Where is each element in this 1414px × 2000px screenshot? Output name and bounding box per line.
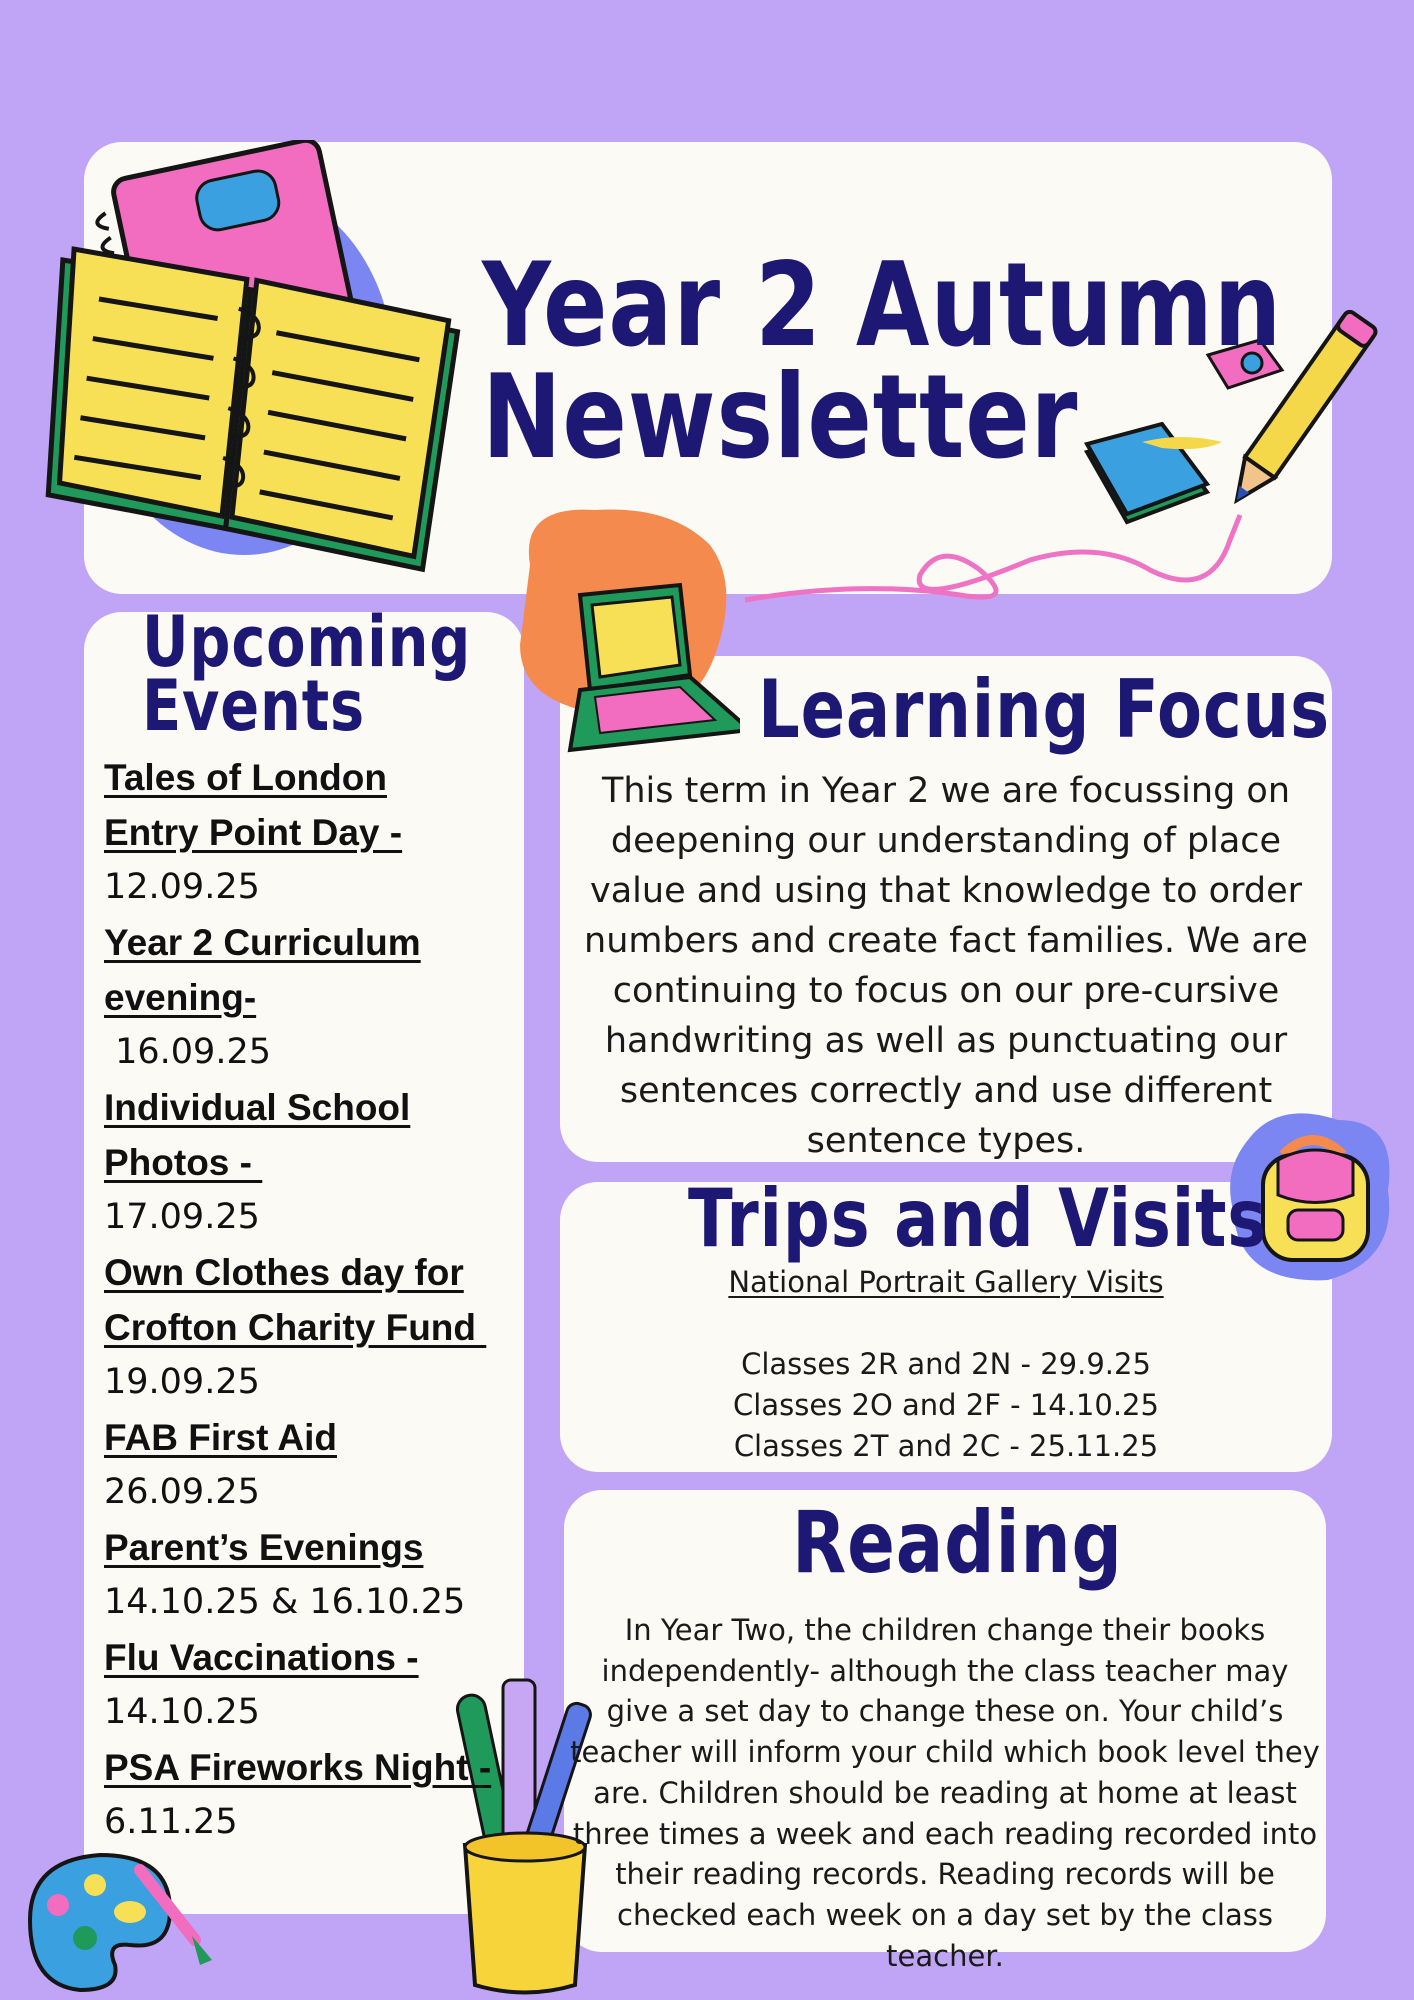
trips-subheading: National Portrait Gallery Visits	[728, 1265, 1164, 1299]
event-title: FAB First Aid	[104, 1417, 337, 1458]
trip-class-line: Classes 2T and 2C - 25.11.25	[733, 1429, 1159, 1463]
trip-class-line: Classes 2O and 2F - 14.10.25	[733, 1388, 1159, 1422]
event-date: 12.09.25	[104, 867, 260, 907]
events-list	[104, 750, 524, 1850]
event-date: 14.10.25	[104, 1692, 260, 1732]
event-item	[104, 1080, 524, 1245]
event-title: Flu Vaccinations -	[104, 1637, 419, 1678]
paint-palette-illustration	[20, 1840, 220, 2000]
trip-class-line: Classes 2R and 2N - 29.9.25	[741, 1347, 1151, 1381]
title-line-1: Year 2 Autumn	[482, 238, 1283, 373]
laptop-illustration	[500, 505, 740, 765]
event-title: Individual School	[104, 1087, 411, 1128]
event-item	[104, 1520, 524, 1630]
learning-focus-heading: Learning Focus	[758, 663, 1330, 756]
events-heading: Upcoming Events	[142, 601, 472, 747]
notebook-illustration	[24, 140, 484, 580]
event-title: Parent’s Evenings	[104, 1527, 424, 1568]
reading-heading: Reading	[792, 1493, 1123, 1593]
event-item	[104, 1630, 524, 1740]
newsletter-title	[482, 238, 1283, 485]
event-date: 16.09.25	[104, 1032, 271, 1072]
event-title: Photos -	[104, 1142, 263, 1183]
event-item	[104, 1740, 524, 1850]
event-item	[104, 1410, 524, 1520]
event-title: Own Clothes day for	[104, 1252, 464, 1293]
learning-focus-body: This term in Year 2 we are focussing on deepening our understanding of place value and using that knowledge to order numbers and create fact families. We are continuing to focus on our pre-cursive handwriting as well as punctuating our sentences correctly and use different sentence types.	[584, 771, 1308, 1161]
event-title: evening-	[104, 977, 257, 1018]
event-item	[104, 750, 524, 915]
event-date: 14.10.25 & 16.10.25	[104, 1582, 466, 1622]
trips-heading: Trips and Visits	[688, 1172, 1268, 1265]
event-item	[104, 1245, 524, 1410]
event-date: 26.09.25	[104, 1472, 260, 1512]
event-date: 17.09.25	[104, 1197, 260, 1237]
string-doodle	[740, 500, 1260, 620]
title-line-2: Newsletter	[482, 350, 1079, 485]
event-title: Tales of London	[104, 757, 387, 798]
event-date: 6.11.25	[104, 1802, 238, 1842]
event-title: Year 2 Curriculum	[104, 922, 421, 963]
reading-body: In Year Two, the children change their books independently- although the class teacher may give a set day to change these on. Your child’s teacher will inform your child which book level they are. Children should be reading at home at least three times a week and each reading recorded into their reading records. Reading records will be checked each week on a day set by the class teacher.	[570, 1613, 1320, 1973]
event-date: 19.09.25	[104, 1362, 260, 1402]
event-title: Crofton Charity Fund	[104, 1307, 487, 1348]
trips-class-list	[560, 1344, 1332, 1467]
event-title: Entry Point Day -	[104, 812, 403, 853]
event-title: PSA Fireworks Night -	[104, 1747, 492, 1788]
event-item	[104, 915, 524, 1080]
